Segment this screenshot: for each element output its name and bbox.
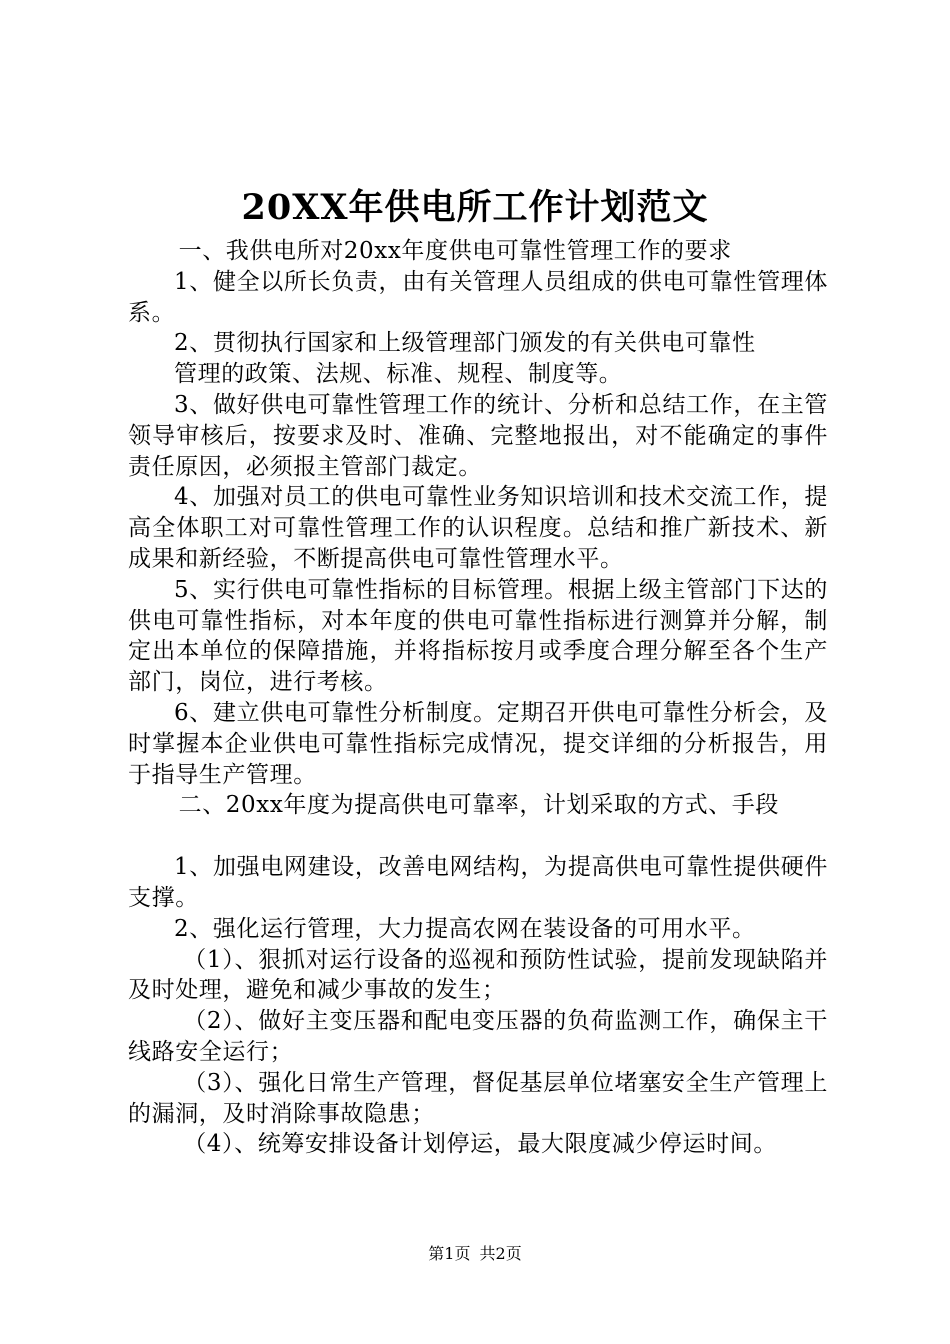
document-body bbox=[128, 236, 828, 1160]
page-footer bbox=[0, 1243, 950, 1265]
sub-item: （1）、狠抓对运行设备的巡视和预防性试验，提前发现缺陷并及时处理，避免和减少事故的发生； bbox=[128, 946, 828, 1004]
paragraph-item: 1、加强电网建设，改善电网结构，为提高供电可靠性提供硬件支撑。 bbox=[128, 854, 828, 911]
paragraph-item: 5、实行供电可靠性指标的目标管理。根据上级主管部门下达的供电可靠性指标，对本年度的供电可靠性指标进行测算并分解，制定出本单位的保障措施，并将指标按月或季度合理分解至各个生产部门，岗位，进行考核。 bbox=[128, 576, 828, 696]
sub-item: （3）、强化日常生产管理，督促基层单位堵塞安全生产管理上的漏洞，及时消除事故隐患； bbox=[128, 1069, 828, 1127]
page-number: 第1页 bbox=[428, 1244, 471, 1263]
document-title: 20XX年供电所工作计划范文 bbox=[241, 187, 709, 228]
paragraph-continuation: 管理的政策、法规、标准、规程、制度等。 bbox=[174, 361, 623, 388]
sub-item: （2）、做好主变压器和配电变压器的负荷监测工作，确保主干线路安全运行； bbox=[128, 1008, 828, 1065]
paragraph-item: 3、做好供电可靠性管理工作的统计、分析和总结工作，在主管领导审核后，按要求及时、准确、完整地报出，对不能确定的事件责任原因，必须报主管部门裁定。 bbox=[128, 391, 828, 480]
paragraph-item: 6、建立供电可靠性分析制度。定期召开供电可靠性分析会，及时掌握本企业供电可靠性指标完成情况，提交详细的分析报告，用于指导生产管理。 bbox=[128, 699, 828, 788]
paragraph-item: 2、贯彻执行国家和上级管理部门颁发的有关供电可靠性 bbox=[174, 330, 756, 357]
paragraph-item: 2、强化运行管理，大力提高农网在装设备的可用水平。 bbox=[174, 915, 756, 942]
sub-item: （4）、统筹安排设备计划停运，最大限度减少停运时间。 bbox=[183, 1131, 777, 1158]
section-heading-2: 二、20xx年度为提高供电可靠率，计划采取的方式、手段 bbox=[178, 792, 780, 819]
paragraph-item: 4、加强对员工的供电可靠性业务知识培训和技术交流工作，提高全体职工对可靠性管理工作的认识程度。总结和推广新技术、新成果和新经验，不断提高供电可靠性管理水平。 bbox=[128, 484, 828, 572]
paragraph-item: 1、健全以所长负责，由有关管理人员组成的供电可靠性管理体系。 bbox=[128, 268, 828, 326]
section-heading-1: 一、我供电所对20xx年度供电可靠性管理工作的要求 bbox=[178, 238, 732, 264]
page-total: 共2页 bbox=[479, 1244, 522, 1263]
